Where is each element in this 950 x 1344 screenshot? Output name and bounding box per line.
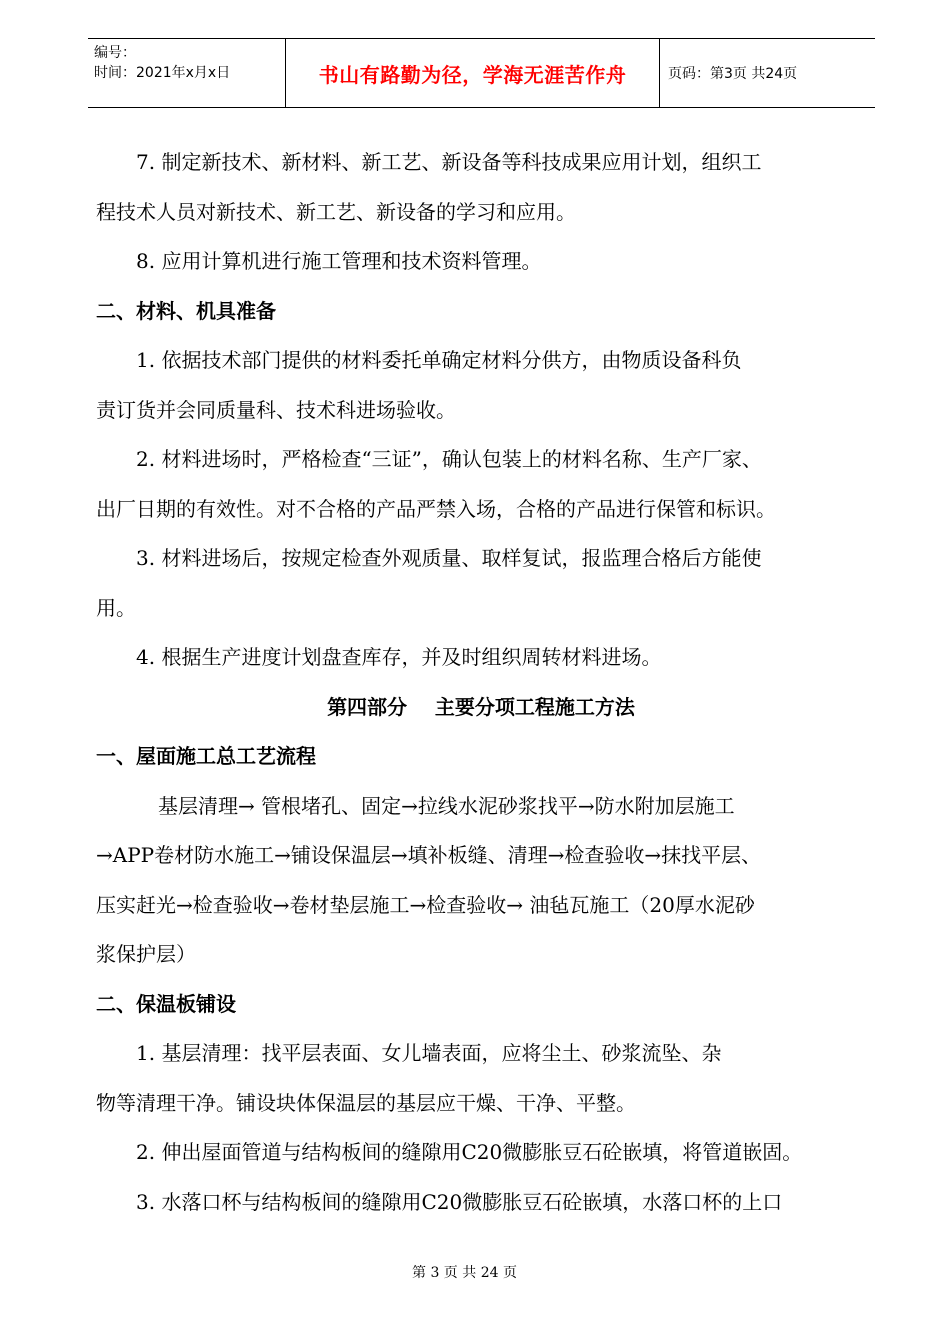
- document-number: 编号：: [94, 45, 136, 61]
- paragraph: 3. 材料进场后，按规定检查外观质量、取样复试，报监理合格后方能使: [136, 546, 762, 570]
- paragraph: 浆保护层）: [96, 942, 196, 966]
- page-footer: 第 3 页 共 24 页: [412, 1265, 517, 1281]
- header-meta: [88, 39, 286, 107]
- header-page-info: 页码：第3页 共24页: [668, 66, 798, 82]
- paragraph: 2. 材料进场时，严格检查“三证”，确认包装上的材料名称、生产厂家、: [136, 447, 762, 471]
- document-date: 时间：2021年x月x日: [94, 65, 231, 81]
- paragraph: →APP卷材防水施工→铺设保温层→填补板缝、清理→检查验收→抹找平层、: [96, 843, 762, 867]
- paragraph: 物等清理干净。铺设块体保温层的基层应干燥、干净、平整。: [96, 1090, 636, 1115]
- paragraph: 1. 依据技术部门提供的材料委托单确定材料分供方，由物质设备科负: [136, 348, 742, 372]
- paragraph: 压实赶光→检查验收→卷材垫层施工→检查验收→ 油毡瓦施工（20厚水泥砂: [96, 892, 755, 917]
- section-heading: 一、屋面施工总工艺流程: [96, 744, 316, 768]
- paragraph: 4. 根据生产进度计划盘查库存，并及时组织周转材料进场。: [136, 645, 662, 669]
- page-header: [88, 38, 875, 108]
- section-heading: 二、材料、机具准备: [96, 298, 276, 323]
- paragraph: 基层清理→ 管根堵孔、固定→拉线水泥砂浆找平→防水附加层施工: [158, 793, 735, 818]
- section-heading: 二、保温板铺设: [96, 991, 236, 1016]
- document-body: [96, 138, 866, 1227]
- paragraph: 1. 基层清理：找平层表面、女儿墙表面，应将尘土、砂浆流坠、杂: [136, 1041, 722, 1065]
- paragraph: 3. 水落口杯与结构板间的缝隙用C20微膨胀豆石砼嵌填，水落口杯的上口: [136, 1189, 783, 1214]
- paragraph: 程技术人员对新技术、新工艺、新设备的学习和应用。: [96, 199, 576, 224]
- paragraph: 7. 制定新技术、新材料、新工艺、新设备等科技成果应用计划，组织工: [136, 150, 762, 174]
- paragraph: 用。: [96, 595, 136, 620]
- paragraph: 出厂日期的有效性。对不合格的产品严禁入场，合格的产品进行保管和标识。: [96, 496, 776, 521]
- header-slogan: 书山有路勤为径，学海无涯苦作舟: [286, 39, 660, 107]
- paragraph: 责订货并会同质量科、技术科进场验收。: [96, 397, 456, 422]
- paragraph: 8. 应用计算机进行施工管理和技术资料管理。: [136, 249, 542, 273]
- part-title: 第四部分 主要分项工程施工方法: [327, 694, 635, 719]
- paragraph: 2. 伸出屋面管道与结构板间的缝隙用C20微膨胀豆石砼嵌填，将管道嵌固。: [136, 1140, 803, 1164]
